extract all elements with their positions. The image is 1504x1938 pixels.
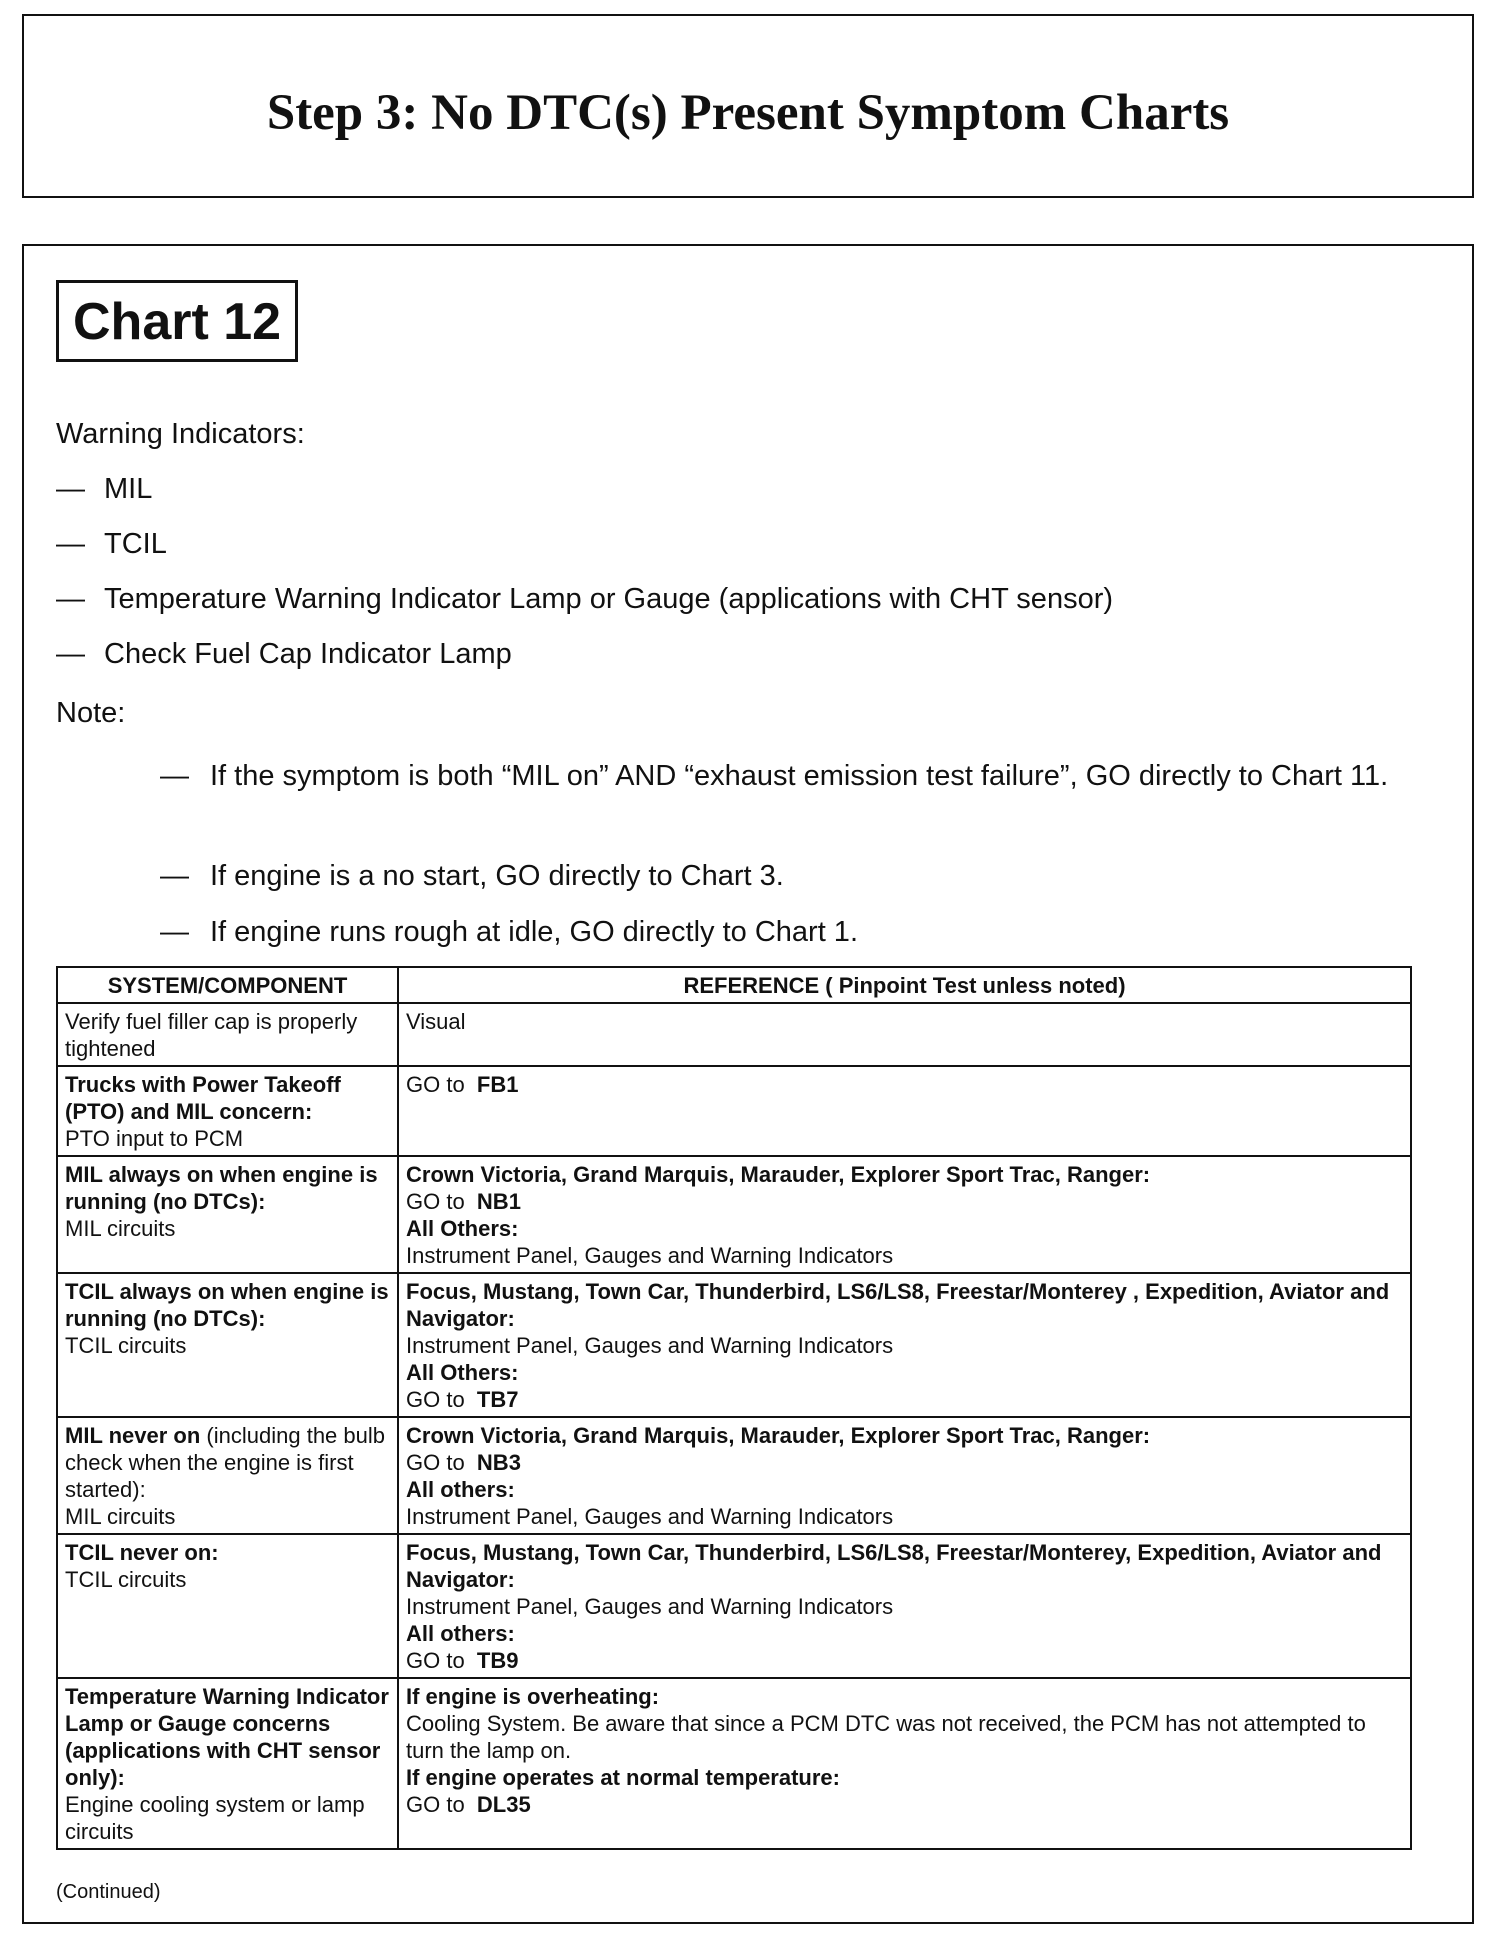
note-item: — If engine runs rough at idle, GO directly to Chart 1. (160, 916, 858, 948)
system-cell: Trucks with Power Takeoff (PTO) and MIL concern: PTO input to PCM (57, 1066, 398, 1156)
table-header-row (57, 967, 1411, 1003)
pinpoint-test-code: NB1 (476, 1189, 521, 1214)
pinpoint-test-code: FB1 (476, 1072, 519, 1097)
system-cell: Verify fuel filler cap is properly tightened (57, 1003, 398, 1066)
note-item: — If the symptom is both “MIL on” AND “exhaust emission test failure”, GO directly to Chart 11. (160, 760, 1389, 792)
warning-indicators-heading: Warning Indicators: (56, 418, 305, 450)
pinpoint-test-code: NB3 (476, 1450, 521, 1475)
pinpoint-test-code: TB7 (476, 1387, 519, 1412)
warning-indicator-item: — MIL (56, 473, 153, 505)
table-row (57, 1678, 1411, 1849)
reference-cell: Focus, Mustang, Town Car, Thunderbird, LS6/LS8, Freestar/Monterey , Expedition, Aviator and Navigator: Instrument Panel, Gauges and Warning Indicators All Others: GO to TB7 (398, 1273, 1411, 1417)
continued-note: (Continued) (56, 1881, 161, 1903)
table-row (57, 1417, 1411, 1534)
warning-indicator-item: — TCIL (56, 528, 167, 560)
reference-cell: Crown Victoria, Grand Marquis, Marauder, Explorer Sport Trac, Ranger: GO to NB3 All others: Instrument Panel, Gauges and Warning Indicators (398, 1417, 1411, 1534)
column-header-reference: REFERENCE ( Pinpoint Test unless noted) (398, 967, 1411, 1003)
system-cell: MIL never on (including the bulb check when the engine is first started): MIL circuits (57, 1417, 398, 1534)
table-row (57, 1534, 1411, 1678)
symptom-reference-table (56, 966, 1412, 1850)
note-item: — If engine is a no start, GO directly to Chart 3. (160, 860, 784, 892)
reference-cell: Focus, Mustang, Town Car, Thunderbird, LS6/LS8, Freestar/Monterey, Expedition, Aviator and Navigator: Instrument Panel, Gauges and Warning Indicators All others: GO to TB9 (398, 1534, 1411, 1678)
pinpoint-test-code: DL35 (476, 1792, 531, 1817)
warning-indicator-item: — Check Fuel Cap Indicator Lamp (56, 638, 512, 670)
reference-cell: Crown Victoria, Grand Marquis, Marauder, Explorer Sport Trac, Ranger: GO to NB1 All Others: Instrument Panel, Gauges and Warning Indicators (398, 1156, 1411, 1273)
column-header-system: SYSTEM/COMPONENT (57, 967, 398, 1003)
system-cell: TCIL never on: TCIL circuits (57, 1534, 398, 1678)
page-title: Step 3: No DTC(s) Present Symptom Charts (266, 85, 1230, 141)
system-cell: Temperature Warning Indicator Lamp or Gauge concerns (applications with CHT sensor only): Engine cooling system or lamp circuits (57, 1678, 398, 1849)
warning-indicator-item: — Temperature Warning Indicator Lamp or Gauge (applications with CHT sensor) (56, 583, 1114, 615)
reference-cell: GO to FB1 (398, 1066, 1411, 1156)
chart-panel (22, 244, 1474, 1924)
page-header (22, 14, 1474, 198)
table-row (57, 1273, 1411, 1417)
table-row (57, 1003, 1411, 1066)
table-row (57, 1156, 1411, 1273)
chart-label: Chart 12 (56, 280, 298, 362)
pinpoint-test-code: TB9 (476, 1648, 519, 1673)
system-cell: MIL always on when engine is running (no DTCs): MIL circuits (57, 1156, 398, 1273)
reference-cell: If engine is overheating: Cooling System. Be aware that since a PCM DTC was not received, the PCM has not attempted to turn the lamp on. If engine operates at normal temperature: GO to DL35 (398, 1678, 1411, 1849)
reference-cell: Visual (398, 1003, 1411, 1066)
system-cell: TCIL always on when engine is running (no DTCs): TCIL circuits (57, 1273, 398, 1417)
note-heading: Note: (56, 697, 126, 729)
table-row (57, 1066, 1411, 1156)
